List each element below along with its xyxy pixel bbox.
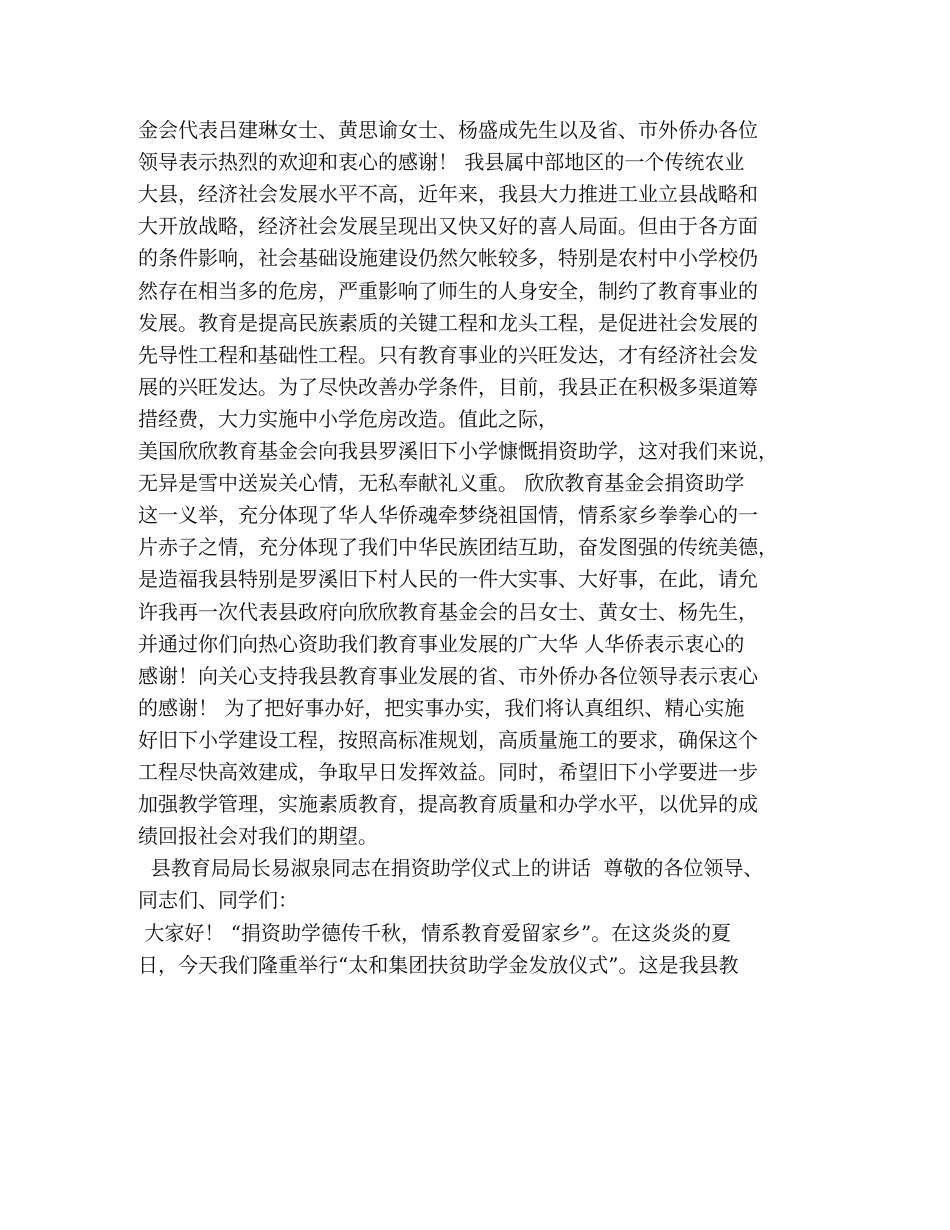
text-line: 大家好！ “捐资助学德传千秋，情系教育爱留家乡”。在这炎炎的夏 [138, 920, 732, 945]
text-line: 是造福我县特别是罗溪旧下村人民的一件大实事、大好事，在此，请允 [138, 567, 758, 592]
text-line: 发展。教育是提高民族素质的关键工程和龙头工程，是促进社会发展的 [138, 310, 758, 335]
text-line: 感谢！向关心支持我县教育事业发展的省、市外侨办各位领导表示衷心 [138, 663, 758, 688]
text-line: 领导表示热烈的欢迎和衷心的感谢！ 我县属中部地区的一个传统农业 [138, 150, 745, 175]
text-line: 的感谢！ 为了把好事办好，把实事办实，我们将认真组织、精心实施 [138, 695, 745, 720]
text-line: 金会代表吕建琳女士、黄思谕女士、杨盛成先生以及省、市外侨办各位 [138, 118, 758, 142]
text-line: 工程尽快高效建成，争取早日发挥效益。同时，希望旧下小学要进一步 [138, 760, 758, 784]
text-line: 的条件影响，社会基础设施建设仍然欠帐较多，特别是农村中小学校仍 [138, 246, 758, 271]
text-line: 展的兴旺发达。为了尽快改善办学条件，目前，我县正在积极多渠道筹 [138, 374, 758, 399]
text-line: 这一义举，充分体现了华人华侨魂牵梦绕祖国情，情系家乡拳拳心的一 [138, 503, 758, 528]
text-line: 大县，经济社会发展水平不高，近年来，我县大力推进工业立县战略和 [138, 182, 758, 207]
text-line: 片赤子之情，充分体现了我们中华民族团结互助，奋发图强的传统美德， [138, 535, 778, 560]
text-line: 县教育局局长易淑泉同志在捐资助学仪式上的讲话 尊敬的各位领导、 [138, 856, 764, 881]
text-line: 好旧下小学建设工程，按照高标准规划，高质量施工的要求，确保这个 [138, 727, 758, 752]
text-line: 大开放战略，经济社会发展呈现出又快又好的喜人局面。但由于各方面 [138, 214, 758, 239]
text-line: 措经费，大力实施中小学危房改造。值此之际， [138, 406, 558, 431]
text-line: 然存在相当多的危房，严重影响了师生的人身安全，制约了教育事业的 [138, 278, 758, 303]
text-line: 并通过你们向热心资助我们教育事业发展的广大华 人华侨表示衷心的 [138, 631, 745, 656]
text-line: 美国欣欣教育基金会向我县罗溪旧下小学慷慨捐资助学，这对我们来说， [138, 439, 778, 463]
text-line: 同志们、同学们： [138, 888, 298, 913]
text-line: 无异是雪中送炭关心情，无私奉献礼义重。 欣欣教育基金会捐资助学 [138, 471, 745, 496]
text-line: 加强教学管理，实施素质教育，提高教育质量和办学水平，以优异的成 [138, 792, 758, 817]
text-line: 日，今天我们隆重举行“太和集团扶贫助学金发放仪式”。这是我县教 [138, 952, 739, 977]
text-line: 先导性工程和基础性工程。只有教育事业的兴旺发达，才有经济社会发 [138, 342, 758, 367]
text-line: 绩回报社会对我们的期望。 [138, 824, 378, 849]
text-line: 许我再一次代表县政府向欣欣教育基金会的吕女士、黄女士、杨先生， [138, 599, 758, 624]
